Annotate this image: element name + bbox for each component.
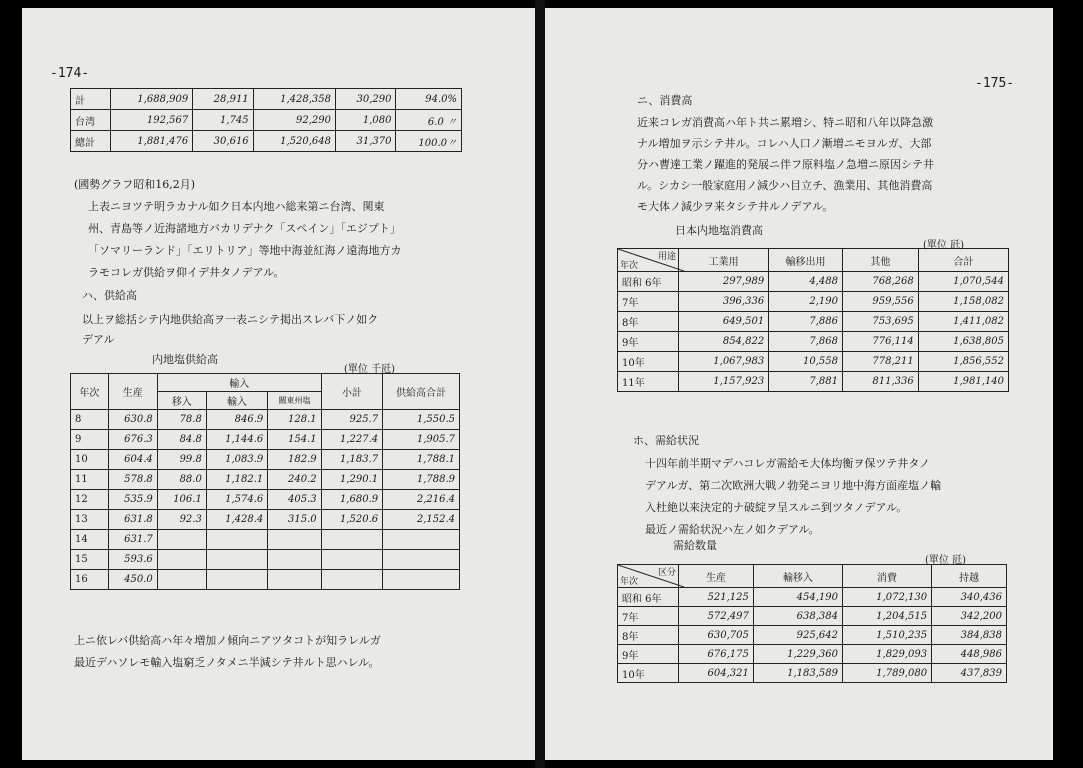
table-row [71, 410, 460, 430]
table-caption: 需給数量 [673, 539, 717, 552]
table-cell: 450.0 [108, 570, 157, 590]
header-c3: 其他 [842, 249, 918, 272]
table-cell: 315.0 [268, 510, 321, 530]
table-cell: 7,886 [769, 312, 843, 332]
table-cell [206, 550, 267, 570]
corner-bottom: 年次 [620, 577, 639, 587]
table-cell: 1,680.9 [321, 490, 382, 510]
text-line: 最近デハソレモ輸入塩窮乏ノタメニ半減シテ井ルト思ハレル。 [74, 656, 380, 669]
table-cell: 846.9 [206, 410, 267, 430]
table-cell: 16 [71, 570, 109, 590]
header-c1: 生産 [679, 565, 754, 588]
header-c2: 輸移入 [753, 565, 842, 588]
table-cell: 1,083.9 [206, 450, 267, 470]
table-cell: 4,488 [769, 272, 843, 292]
table-row [71, 510, 460, 530]
table-cell: 593.6 [108, 550, 157, 570]
section-heading: ハ、供給高 [82, 289, 137, 302]
table-cell: 454,190 [753, 588, 842, 607]
table-unit: (單位 瓩) [925, 555, 966, 566]
table-cell [321, 530, 382, 550]
table-cell: 1,981,140 [918, 372, 1008, 392]
table-cell: 1,788.1 [383, 450, 460, 470]
text-line: 以上ヲ総括シテ内地供給高ヲ一表ニシテ掲出スレバ下ノ如ク [82, 313, 379, 326]
table-cell: 811,336 [842, 372, 918, 392]
table-row [618, 332, 1009, 352]
table-unit: (單位 千瓩) [344, 364, 395, 375]
table-cell: 925.7 [321, 410, 382, 430]
table-cell: 630,705 [679, 626, 754, 645]
table-cell: 778,211 [842, 352, 918, 372]
table-cell: 計 [71, 89, 111, 110]
source-note: (國勢グラフ昭和16,2月) [74, 178, 196, 191]
table-cell: 776,114 [842, 332, 918, 352]
table-cell: 10 [71, 450, 109, 470]
text-line: 州、青島等ノ近海諸地方バカリデナク「スペイン」「エジプト」 [88, 222, 401, 235]
table-row [71, 131, 462, 152]
table-cell: 31,370 [336, 131, 396, 152]
table-cell: 13 [71, 510, 109, 530]
table-cell: 521,125 [679, 588, 754, 607]
table-cell: 94.0% [396, 89, 462, 110]
text-line: 十四年前半期マデハコレガ需給モ大体均衡ヲ保ツテ井タノ [645, 457, 931, 470]
table-cell: 638,384 [753, 607, 842, 626]
table-cell: 753,695 [842, 312, 918, 332]
table-cell: 2,190 [769, 292, 843, 312]
table-cell: 1,072,130 [842, 588, 931, 607]
table-row [618, 372, 1009, 392]
table-cell: 7,881 [769, 372, 843, 392]
table-cell [268, 570, 321, 590]
table-cell: 604.4 [108, 450, 157, 470]
header-production: 生産 [108, 374, 157, 410]
text-line: ル。シカシ一般家庭用ノ減少ハ目立チ、漁業用、其他消費高 [637, 179, 933, 192]
table-row [618, 292, 1009, 312]
table-cell: 8年 [618, 626, 679, 645]
table-cell: 8 [71, 410, 109, 430]
table-cell: 1,788.9 [383, 470, 460, 490]
text-line: ラモコレガ供給ヲ仰イデ井タノデアル。 [88, 266, 285, 279]
table-cell: 437,839 [932, 664, 1007, 683]
table-cell: 30,290 [336, 89, 396, 110]
header-imp-yu: 輸入 [206, 392, 267, 410]
supply-demand-table [617, 564, 1007, 683]
table-cell: 535.9 [108, 490, 157, 510]
table-cell: 1,428,358 [253, 89, 335, 110]
table-cell: 1,905.7 [383, 430, 460, 450]
table-cell: 182.9 [268, 450, 321, 470]
table-cell: 28,911 [193, 89, 253, 110]
table-cell [157, 550, 206, 570]
consumption-table [617, 248, 1009, 392]
table-cell: 1,144.6 [206, 430, 267, 450]
table-unit: (單位 瓩) [923, 240, 964, 251]
table-cell: 昭和 6年 [618, 272, 679, 292]
table-cell: 1,574.6 [206, 490, 267, 510]
text-line: モ大体ノ減少ヲ来タシテ井ルノデアル。 [637, 200, 834, 213]
header-imp-kanto: 關東州塩 [268, 392, 321, 410]
table-cell: 7年 [618, 607, 679, 626]
table-cell: 1,080 [336, 110, 396, 131]
table-cell: 10年 [618, 664, 679, 683]
table-cell: 240.2 [268, 470, 321, 490]
table-cell: 396,336 [679, 292, 769, 312]
table-cell: 649,501 [679, 312, 769, 332]
table-cell: 10年 [618, 352, 679, 372]
text-line: ナル増加ヲ示シテ井ル。コレハ人口ノ漸増ニモヨルガ、大部 [637, 137, 932, 150]
table-cell: 925,642 [753, 626, 842, 645]
table-cell: 1,204,515 [842, 607, 931, 626]
table-row [618, 272, 1009, 292]
table-row [618, 626, 1007, 645]
table-cell: 昭和 6年 [618, 588, 679, 607]
table-cell: 10,558 [769, 352, 843, 372]
table-cell: 1,067,983 [679, 352, 769, 372]
table-cell: 1,290.1 [321, 470, 382, 490]
table-row [71, 470, 460, 490]
table-cell: 1,550.5 [383, 410, 460, 430]
table-cell [157, 530, 206, 550]
table-cell: 12 [71, 490, 109, 510]
text-line: デアル [82, 333, 115, 346]
table-cell [383, 570, 460, 590]
table-cell: 9 [71, 430, 109, 450]
table-cell: 6.0 〃 [396, 110, 462, 131]
table-cell: 631.7 [108, 530, 157, 550]
header-c4: 持越 [932, 565, 1007, 588]
table-cell: 1,688,909 [110, 89, 192, 110]
table-cell [206, 570, 267, 590]
table-cell: 342,200 [932, 607, 1007, 626]
table-cell [383, 550, 460, 570]
table-cell: 572,497 [679, 607, 754, 626]
table-cell: 192,567 [110, 110, 192, 131]
table-cell: 154.1 [268, 430, 321, 450]
table-cell: 78.8 [157, 410, 206, 430]
table-row [71, 490, 460, 510]
header-c3: 消費 [842, 565, 931, 588]
text-line: 上表ニヨツテ明ラカナル如ク日本内地ハ総来第ニ台湾、関東 [88, 200, 385, 213]
table-cell: 106.1 [157, 490, 206, 510]
text-line: デアルガ、第二次欧洲大戦ノ勃発ニヨリ地中海方面産塩ノ輸 [645, 479, 942, 492]
table-cell [157, 570, 206, 590]
text-line: 入杜絶以来決定的ナ破綻ヲ呈スルニ到ツタノデアル。 [645, 501, 908, 514]
table-cell: 14 [71, 530, 109, 550]
table-cell: 1,520,648 [253, 131, 335, 152]
table-cell: 1,183,589 [753, 664, 842, 683]
table-cell: 1,856,552 [918, 352, 1008, 372]
table-cell: 128.1 [268, 410, 321, 430]
page-number: -174- [50, 66, 90, 81]
table-cell: 30,616 [193, 131, 253, 152]
table-cell: 1,158,082 [918, 292, 1008, 312]
table-row [71, 530, 460, 550]
corner-cell [618, 249, 679, 272]
table-cell: 84.8 [157, 430, 206, 450]
left-page [22, 8, 535, 760]
table-cell: 88.0 [157, 470, 206, 490]
top-summary-table [70, 88, 462, 152]
corner-top: 区分 [657, 568, 676, 578]
table-cell: 2,152.4 [383, 510, 460, 530]
header-c2: 輸移出用 [769, 249, 843, 272]
header-subtotal: 小計 [321, 374, 382, 410]
header-c4: 合計 [918, 249, 1008, 272]
table-cell [383, 530, 460, 550]
table-cell: 676,175 [679, 645, 754, 664]
table-cell: 7年 [618, 292, 679, 312]
table-cell: 9年 [618, 332, 679, 352]
section-heading: ニ、消費高 [637, 94, 693, 107]
table-cell: 1,428.4 [206, 510, 267, 530]
table-cell: 92.3 [157, 510, 206, 530]
table-cell [268, 550, 321, 570]
text-line: 分ハ曹達工業ノ躍進的発展ニ伴フ原料塩ノ急増ニ原因シテ井 [637, 158, 934, 171]
table-row [618, 664, 1007, 683]
table-row [618, 312, 1009, 332]
text-line: 「ソマリーランド」「エリトリア」等地中海並紅海ノ遠海地方カ [88, 244, 402, 257]
table-cell: 578.8 [108, 470, 157, 490]
table-cell: 405.3 [268, 490, 321, 510]
text-line: 最近ノ需給状況ハ左ノ如クデアル。 [645, 523, 820, 536]
book-spine [535, 0, 545, 768]
table-cell [321, 550, 382, 570]
right-page [545, 8, 1053, 760]
table-row [71, 570, 460, 590]
table-row [71, 450, 460, 470]
table-cell: 384,838 [932, 626, 1007, 645]
table-cell [268, 530, 321, 550]
table-caption: 日本内地塩消費高 [675, 224, 763, 237]
table-cell: 8年 [618, 312, 679, 332]
table-cell: 11年 [618, 372, 679, 392]
table-row [71, 550, 460, 570]
text-line: 近来コレガ消費高ハ年ト共ニ累増シ、特ニ昭和八年以降急激 [637, 116, 934, 129]
corner-top: 用途 [657, 252, 676, 262]
table-cell: 2,216.4 [383, 490, 460, 510]
table-cell: 959,556 [842, 292, 918, 312]
table-cell: 1,510,235 [842, 626, 931, 645]
header-total: 供給高合計 [383, 374, 460, 410]
table-cell: 1,829,093 [842, 645, 931, 664]
table-cell: 604,321 [679, 664, 754, 683]
table-cell: 1,520.6 [321, 510, 382, 530]
table-cell [206, 530, 267, 550]
header-year: 年次 [71, 374, 109, 410]
table-row [71, 110, 462, 131]
text-line: 上ニ依レバ供給高ハ年々増加ノ傾向ニアツタコトが知ラレルガ [74, 634, 381, 647]
table-cell: 1,789,080 [842, 664, 931, 683]
table-cell: 1,229,360 [753, 645, 842, 664]
header-import: 輸入 [157, 374, 321, 392]
table-cell: 768,268 [842, 272, 918, 292]
table-cell: 1,183.7 [321, 450, 382, 470]
header-c1: 工業用 [679, 249, 769, 272]
table-cell [321, 570, 382, 590]
table-cell: 1,157,923 [679, 372, 769, 392]
table-cell: 92,290 [253, 110, 335, 131]
table-cell: 台湾 [71, 110, 111, 131]
table-row [71, 430, 460, 450]
table-cell: 1,182.1 [206, 470, 267, 490]
table-row [618, 588, 1007, 607]
table-row [618, 645, 1007, 664]
table-cell: 1,070,544 [918, 272, 1008, 292]
header-imp-kyo: 移入 [157, 392, 206, 410]
table-cell: 854,822 [679, 332, 769, 352]
table-cell: 630.8 [108, 410, 157, 430]
corner-bottom: 年次 [620, 261, 639, 271]
table-cell: 631.8 [108, 510, 157, 530]
table-cell: 1,227.4 [321, 430, 382, 450]
table-cell: 11 [71, 470, 109, 490]
table-cell: 1,881,476 [110, 131, 192, 152]
table-cell: 340,436 [932, 588, 1007, 607]
table-cell: 9年 [618, 645, 679, 664]
table-cell: 總計 [71, 131, 111, 152]
table-cell: 297,989 [679, 272, 769, 292]
table-cell: 1,745 [193, 110, 253, 131]
table-cell: 15 [71, 550, 109, 570]
section-heading: ホ、需給状況 [633, 434, 699, 447]
table-row [71, 89, 462, 110]
table-cell: 7,868 [769, 332, 843, 352]
table-cell: 100.0〃 [396, 131, 462, 152]
table-cell: 1,411,082 [918, 312, 1008, 332]
table-cell: 676.3 [108, 430, 157, 450]
table-caption: 内地塩供給高 [152, 353, 218, 366]
page-number: -175- [975, 76, 1015, 91]
table-cell: 1,638,805 [918, 332, 1008, 352]
supply-table [70, 373, 460, 590]
table-cell: 448,986 [932, 645, 1007, 664]
corner-cell [618, 565, 679, 588]
table-row [618, 352, 1009, 372]
table-row [618, 607, 1007, 626]
table-cell: 99.8 [157, 450, 206, 470]
